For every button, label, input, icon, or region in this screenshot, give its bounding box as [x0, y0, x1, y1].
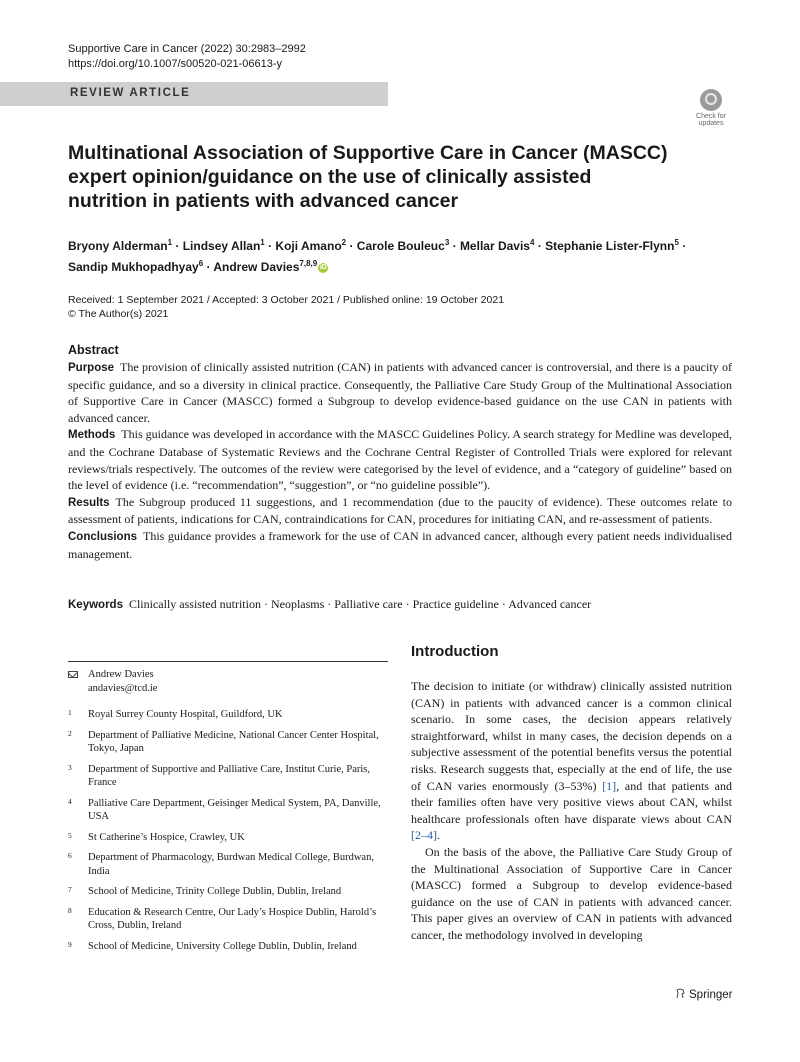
author[interactable]: Bryony Alderman$^1$ — [68, 238, 173, 253]
springer-horse-icon — [676, 988, 685, 999]
intro-paragraph-1: The decision to initiate (or withdraw) clinically assisted nutrition (CAN) in patients with advanced cancer is a common clinical scenario. In some cases, the decision appears relatively straightforward, whilst in many cases, the decision depends on a subjective assessment of the potential benefits versus the potential risks. Research suggests that, especially at the end of life, the use of CAN varies enormously (3–53%) [1], and that patients and their families often have very positive views about CAN, whilst healthcare professionals often have disparate views about CAN [2–4]. — [411, 679, 732, 843]
article-type: REVIEW ARTICLE — [70, 87, 191, 99]
affiliation: 7 School of Medicine, Trinity College Dublin, Dublin, Ireland — [68, 885, 342, 897]
affiliation: 9 School of Medicine, University College Dublin, Dublin, Ireland — [68, 939, 357, 952]
journal-header — [68, 42, 306, 72]
methods-label: Methods — [68, 429, 116, 442]
affiliation: 1 Royal Surrey County Hospital, Guildford, UK — [68, 708, 283, 720]
publisher-mark — [676, 988, 732, 1001]
abstract-results: Results The Subgroup produced 11 suggestions, and 1 recommendation (due to the paucity of evidence). These outcomes relate to assessment of patients, indications for CAN, contraindications for CAN, procedures for initiating CAN, and re-assessment of patients. — [68, 494, 732, 527]
corr-email[interactable]: andavies@tcd.ie — [88, 683, 158, 694]
purpose-label: Purpose — [68, 362, 115, 374]
affiliation: 3 Department of Supportive and Palliative Care, Institut Curie, Paris, France — [68, 762, 370, 788]
citation-link[interactable]: [1] — [602, 778, 617, 793]
author[interactable]: Carole Bouleuc$^3$ — [356, 238, 450, 253]
correspondence — [68, 668, 388, 696]
author[interactable]: Sandip Mukhopadhyay$^6$ — [68, 259, 204, 274]
check-updates-line2: updates — [698, 120, 724, 127]
journal-citation: Supportive Care in Cancer (2022) 30:2983–2992 — [68, 43, 306, 55]
citation-link[interactable]: [2–4] — [411, 828, 437, 843]
affiliation: 4 Palliative Care Department, Geisinger Medical System, PA, Danville, USA — [68, 796, 381, 822]
keywords-label: Keywords — [68, 599, 123, 611]
abstract-methods: Methods This guidance was developed in accordance with the MASCC Guidelines Policy. A search strategy for Medline was developed, and the Cochrane Database of Systematic Reviews and the Cochrane Central Register of Controlled Trials were explored for relevant reviews/trials respectively. The outcomes of the review were categorised by the level of evidence, and a “category of guideline” based on the level of evidence (i.e. “recommendation”, “suggestion”, or “no guideline possible”). — [68, 427, 733, 493]
intro-paragraph-2: On the basis of the above, the Palliative Care Study Group of the Multinational Association of Supportive Care in Cancer (MASCC) formed a Subgroup to develop evidence-based guidance on the use of CAN in patients with advanced cancer. This paper gives an overview of CAN in patients with advanced cancer, the methodology involved in developing — [411, 844, 732, 942]
affiliation: 8 Education & Research Centre, Our Lady’s Hospice Dublin, Harold’s Cross, Dublin, Ireland — [68, 905, 377, 931]
introduction-body — [411, 678, 732, 944]
article-type-band — [0, 82, 388, 106]
results-label: Results — [68, 496, 110, 509]
keywords — [68, 596, 732, 613]
check-updates-icon — [700, 89, 722, 111]
abstract-conclusions: Conclusions This guidance provides a framework for the use of CAN in advanced cancer, although every patient needs individualised management. — [68, 528, 732, 561]
author[interactable]: Andrew Davies$^{7,8,9}$ — [213, 259, 318, 274]
publisher-name: Springer — [689, 989, 733, 1001]
abstract-purpose: Purpose The provision of clinically assisted nutrition (CAN) in patients with advanced cancer is controversial, and there is a paucity of specific guidance, and so a diversity in clinical practice. Consequently, the Palliative Care Study Group of the Multinational Association of Supportive Care in Cancer (MASCC) formed a Subgroup to develop evidence-based guidance on the use CAN in patients with advanced cancer. — [68, 360, 732, 425]
publication-dates — [68, 293, 504, 321]
check-for-updates-badge[interactable] — [691, 89, 731, 127]
conclusions-label: Conclusions — [68, 530, 138, 543]
check-updates-line1: Check for — [696, 113, 726, 120]
copyright-line: © The Author(s) 2021 — [68, 308, 169, 320]
author[interactable]: Stephanie Lister-Flynn$^5$ — [545, 238, 679, 253]
dates-line: Received: 1 September 2021 / Accepted: 3 October 2021 / Published online: 19 October 2021 — [68, 294, 505, 306]
keywords-text: Clinically assisted nutrition · Neoplasms · Palliative care · Practice guideline · Advanced cancer — [128, 597, 592, 611]
author[interactable]: Koji Amano$^2$ — [275, 238, 347, 253]
orcid-icon[interactable]: iD — [319, 263, 327, 271]
abstract-body — [68, 359, 732, 562]
footnote-divider — [68, 661, 388, 662]
author[interactable]: Lindsey Allan$^1$ — [182, 238, 265, 253]
introduction-heading: Introduction — [411, 643, 499, 660]
envelope-icon — [68, 671, 78, 678]
author[interactable]: Mellar Davis$^4$ — [459, 238, 535, 253]
affiliation: 2 Department of Palliative Medicine, National Cancer Center Hospital, Tokyo, Japan — [68, 728, 379, 754]
doi-link[interactable]: https://doi.org/10.1007/s00520-021-06613-y — [68, 58, 283, 70]
affiliation-list — [68, 708, 388, 960]
abstract-heading: Abstract — [68, 343, 119, 357]
affiliation: 6 Department of Pharmacology, Burdwan Medical College, Burdwan, India — [68, 851, 374, 877]
corr-name: Andrew Davies — [88, 669, 154, 680]
affiliation: 5 St Catherine’s Hospice, Crawley, UK — [68, 830, 245, 843]
author-list: Bryony Alderman$^1$ · Lindsey Allan$^1$ · Koji Amano$^2$ · Carole Bouleuc$^3$ · Mellar Davis$^4$ · Stephanie Lister-Flynn$^5$ · Sandip Mukhopadhyay$^6$ · Andrew Davies$^{7,8,9}$ iD — [68, 238, 687, 274]
article-title: Multinational Association of Supportive Care in Cancer (MASCC) expert opinion/guidance on the use of clinically assisted nutrition in patients with advanced cancer — [68, 142, 668, 212]
